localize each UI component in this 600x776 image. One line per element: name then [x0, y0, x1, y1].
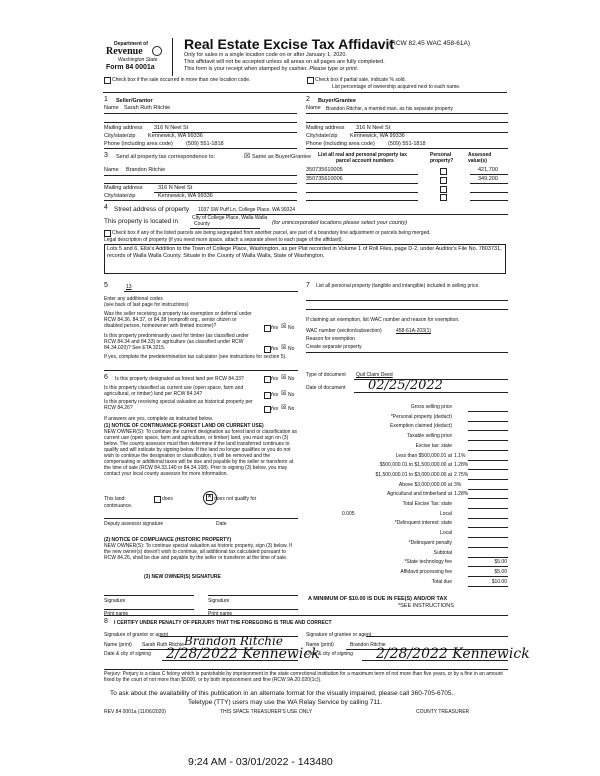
buyer-phone[interactable]: (509) 551-1818 [388, 141, 426, 147]
grantee-date-label: Date & city of signing [306, 651, 353, 657]
parcel-line-4 [306, 200, 418, 201]
notice1-title: (1) NOTICE OF CONTINUANCE (FOREST LAND OR CURRENT USE) [104, 423, 264, 429]
treasurer-only-label: THIS SPACE TREASURER'S USE ONLY [220, 709, 313, 715]
parcel-line-3 [306, 192, 418, 193]
note-3 [184, 66, 358, 73]
note-2: This affidavit will not be accepted unless all areas on all pages are fully completed. [184, 59, 385, 65]
accessible-1: To ask about the availability of this publication in an alternate format for the visually impaired, please call 360-705-6705. [110, 690, 454, 697]
parcel-head-personal2: property? [430, 158, 454, 164]
seller-name[interactable]: Sarah Ruth Ritchie [124, 105, 171, 111]
seller-name-line [104, 113, 297, 114]
calc-row-line [468, 566, 508, 567]
calc-row-label: Gross selling price [410, 404, 452, 410]
footer-rule [104, 669, 508, 670]
sec6-q3-no-checkbox[interactable]: ☒ [281, 405, 287, 411]
sec5-code[interactable]: 13 [126, 284, 132, 290]
buyer-blank-line [306, 122, 508, 123]
calc-row-label: Taxable selling price [406, 433, 452, 440]
legal-description[interactable]: Lots 5 and 6, Ellis's Addition to the Town of College Place, Washington, as per Plat recorded in Volume 1 of Roll Files, page D-2, under Auditor's File No. 7803731, records of Walla Walla County. Situate in the County of Walla Walla, State of Washington. [104, 244, 506, 274]
calc-row-rate: 3% [454, 481, 462, 488]
new-owner-sig-label: (3) NEW OWNER(S) SIGNATURE [144, 574, 221, 580]
assessed-line-2 [470, 183, 508, 184]
sec6-num: 6 [104, 374, 108, 381]
corr-blank-line [104, 183, 297, 184]
accessible-2: Teletype (TTY) users may use the WA Relay Service by calling 711. [188, 699, 382, 706]
header-divider [172, 38, 173, 76]
doc-type[interactable]: Quit Claim Deed [356, 372, 393, 378]
calc-row-line [468, 518, 508, 519]
buyer-phone-line [306, 148, 508, 149]
sec6-q1-yes: Yes [270, 376, 279, 382]
calc-row-line [468, 489, 508, 490]
parcel-head-parcel: parcel account numbers [336, 158, 394, 164]
personal-property-checkbox-3[interactable] [440, 186, 447, 193]
multi-location-checkbox[interactable] [104, 77, 111, 84]
note-3-text: This form is your receipt when stamped by cashier. [184, 66, 308, 72]
unincorp-note: (for unincorporated locations please select your county) [272, 220, 408, 226]
calc-row-label: $500,000.01 to $1,500,000.00 at [379, 462, 452, 469]
grantor-date-line [162, 660, 298, 661]
street-label: Street address of property [114, 206, 190, 213]
partial-sale-label: Check box if partial sale, indicate % sold. [315, 77, 406, 83]
sig2-label: Signature [208, 598, 230, 604]
sec6-q2-no: No [288, 392, 295, 398]
calc-row-line [468, 479, 508, 480]
located-city: City of College Place, Walla Walla [192, 215, 268, 221]
corr-name-line [104, 175, 297, 176]
recording-stamp: 9:24 AM - 03/01/2022 - 143480 [188, 756, 333, 768]
grantee-print[interactable]: Brandon Ritchie [350, 642, 386, 648]
located-line [190, 228, 260, 229]
sec5-num: 5 [104, 282, 108, 289]
calc-row-label: $1,500,000.01 to $3,000,000.00 at [375, 471, 452, 478]
calc-row-line [468, 576, 508, 577]
calc-row-label: *State technology fee [404, 559, 452, 566]
doc-type-label: Type of document [306, 372, 346, 378]
calc-row-rate: 1.28% [454, 491, 469, 498]
calc-row-line [468, 411, 508, 412]
partial-sale-checkbox[interactable] [307, 77, 314, 84]
buyer-name[interactable]: Brandon Ritchie, a married man, as his separate property [326, 106, 454, 112]
buyer-heading: Buyer/Grantee [318, 98, 356, 104]
buyer-mail-label: Mailing address [306, 125, 345, 131]
grantor-date-city[interactable]: 2/28/2022 Kennewick [166, 646, 320, 662]
seller-phone-label: Phone (including area code) [104, 141, 173, 147]
sec7-line-1 [306, 300, 508, 301]
grantee-sig-label: Signature of grantee or agent [306, 632, 372, 638]
buyer-num: 2 [306, 96, 310, 103]
certify-text: I CERTIFY UNDER PENALTY OF PERJURY THAT THE FOREGOING IS TRUE AND CORRECT [114, 620, 332, 626]
grantor-sig-label: Signature of grantor or agent [104, 632, 168, 638]
sec7-line-3 [306, 352, 508, 353]
calc-row-line [468, 430, 508, 431]
print1-label: Print name [104, 611, 129, 617]
seller-num: 1 [104, 96, 108, 103]
sec8-num: 8 [104, 618, 108, 625]
buyer-city[interactable]: Kennewick, WA 99336 [350, 133, 405, 139]
note-3b-text: Please type or print. [309, 66, 359, 72]
buyer-name-label: Name [306, 105, 321, 111]
calc-row-label: Local [440, 530, 452, 537]
calc-row-label: Total Excise Tax: state [402, 501, 452, 507]
calc-row-value[interactable]: $5.00 [494, 568, 507, 575]
corr-name[interactable]: Brandon Ritchie [126, 167, 166, 173]
sec6-q2: Is this property classified as current use (open space, farm and agricultural, or timber) land per RCW 84.34? [104, 385, 244, 397]
corr-city-label: City/state/zip [104, 193, 136, 199]
calc-row-line [468, 527, 508, 528]
deputy-line [104, 518, 298, 519]
sec7-text: List all personal property (tangible and intangible) included in selling price. [316, 283, 480, 289]
calc-row-label: 0.005 [342, 510, 355, 517]
calc-row-value[interactable]: Local [440, 510, 452, 517]
parcel-head-assessed: Assessed [468, 152, 492, 158]
pct-ownership-label: List percentage of ownership acquired next to each name. [332, 84, 461, 90]
sig1-line [104, 595, 194, 596]
print2-label: Print name [208, 611, 233, 617]
sec8-top-rule [104, 615, 508, 616]
form-title: Real Estate Excise Tax Affidavit [184, 36, 395, 52]
sec7-line-2 [306, 309, 508, 310]
continuance-label: continuance. [104, 503, 133, 509]
personal-property-checkbox-2[interactable] [440, 177, 447, 184]
calc-row-line [468, 450, 508, 451]
assessed-line-4 [470, 200, 508, 201]
note-1: Only for sales in a single location code on or after January 1, 2020. [184, 52, 347, 58]
sec5-q1-no: No [288, 325, 295, 331]
parcel-head-personal: Personal [430, 152, 452, 158]
segregated-label: Check box if any of the listed parcels are being segregated from another parcel, are part of a boundary line adjustment or parcels being merged. [112, 230, 431, 236]
doc-date-label: Date of document [306, 385, 346, 391]
assessed-value-1[interactable]: 421,700 [478, 167, 498, 173]
corr-city[interactable]: Kennewick, WA 99336 [158, 193, 213, 199]
located-select[interactable]: County [194, 221, 210, 227]
grantee-date-city[interactable]: 2/28/2022 Kennewick [376, 646, 530, 662]
does-checkbox[interactable] [154, 496, 161, 503]
calc-row-line [468, 421, 508, 422]
see-instructions: *SEE INSTRUCTIONS [398, 603, 454, 609]
sec6-q3-yes: Yes [270, 406, 279, 412]
parcel-number-1[interactable]: 350735610005 [306, 167, 343, 173]
calc-row-rate: 2.75% [454, 471, 469, 478]
calc-row-label: Above $3,000,000.00 at [398, 481, 452, 488]
calc-row-label: Total due [431, 578, 452, 585]
corr-mail-label: Mailing address [104, 185, 143, 191]
reason-label: Reason for exemption [306, 336, 355, 342]
calc-row-line [468, 440, 508, 441]
corr-same-checkbox[interactable]: ☒ [244, 153, 251, 160]
location-num: 4 [104, 204, 108, 211]
calc-row-label: Agricultural and timberland at [386, 491, 452, 498]
calc-row-label: Exemption claimed (deduct) [390, 423, 452, 430]
sec5-q1-yes: Yes [270, 325, 279, 331]
corr-name-label: Name [104, 167, 119, 173]
wac-label: WAC number (section/subsection) [306, 328, 382, 334]
calc-row-label: Affidavit processing fee [400, 568, 452, 575]
seller-city[interactable]: Kennewick, WA 99336 [148, 133, 203, 139]
parcel-line-2 [306, 183, 418, 184]
dept-line2: Revenue [106, 46, 143, 57]
grantor-print-label: Name (print) [104, 642, 132, 648]
sec6-q3: Is this property receiving special valuation as historical property per RCW 84.26? [104, 399, 253, 411]
sec5-q3: If yes, complete the predetermination tax calculator (see instructions for section 5). [104, 354, 287, 360]
does-label: does [162, 496, 173, 502]
calc-row-line [468, 537, 508, 538]
calc-row-value[interactable]: $10.00 [491, 578, 507, 585]
grantor-handwriting: Brandon Ritchie [184, 634, 283, 648]
sig2-line [208, 595, 298, 596]
doc-date-line [354, 392, 508, 393]
grantee-sig-line [366, 636, 508, 637]
sig1-label: Signature [104, 598, 126, 604]
parcel-head-assessed2: value(s) [468, 158, 487, 164]
seller-name-label: Name [104, 105, 119, 111]
calc-row-line [468, 469, 508, 470]
sec6-q2-no-checkbox[interactable]: ☒ [281, 391, 287, 397]
sec6-top-rule [104, 370, 298, 371]
sec6-q1: Is this property designated as forest land per RCW 84.33? [115, 376, 244, 382]
calc-row-line [468, 498, 508, 499]
does-not-label: does not qualify for [214, 496, 257, 502]
multi-location-label: Check box if the sale occurred in more than one location code. [112, 77, 251, 83]
revenue-logo [104, 40, 168, 74]
seller-blank-line [104, 122, 297, 123]
seller-mail[interactable]: 316 N Neel St [154, 125, 189, 131]
print2-line [208, 609, 298, 610]
seller-mail-label: Mailing address [104, 125, 143, 131]
form-citation: (RCW 82.45 WAC 458-61A) [389, 40, 471, 47]
notice2-body: NEW OWNER(S): To continue special valuation as historic property, sign (3) below. If the new owner(s) doesn't wish to continue, all additional tax calculated pursuant to RCW 84.26, shall be due and payable by the seller or transferor at the time of sale. [104, 543, 292, 561]
calc-row-label: *Personal property (deduct) [390, 413, 452, 420]
corr-label: Send all property tax correspondence to: [116, 154, 216, 160]
sec5-see-back: (see back of last page for instructions) [104, 302, 189, 308]
dept-line1: Department of [114, 41, 148, 47]
grantor-print[interactable]: Sarah Ruth Ritchie [142, 642, 184, 648]
buyer-mail[interactable]: 316 N Neel St [356, 125, 391, 131]
this-land-label: This land: [104, 496, 126, 502]
doc-date[interactable]: 02/25/2022 [368, 378, 443, 393]
exemption-label: If claiming an exemption, list WAC number and reason for exemption. [306, 317, 460, 323]
calc-row-value[interactable]: $5.00 [494, 559, 507, 566]
sec6-q2-yes: Yes [270, 392, 279, 398]
county-treasurer-label: COUNTY TREASURER [416, 709, 470, 715]
seller-heading: Seller/Grantor [116, 98, 153, 104]
buyer-city-label: City/state/zip [306, 133, 338, 139]
calc-row-line [468, 547, 508, 548]
sec5-q2-no-checkbox[interactable]: ☒ [281, 345, 287, 351]
rev-label: REV 84 0001a (11/06/2020) [104, 709, 166, 715]
sec5-q1-no-checkbox[interactable]: ☒ [281, 324, 287, 330]
sec5-code-line [124, 291, 298, 292]
grantee-date-line [362, 660, 508, 661]
assessed-line-1 [470, 174, 508, 175]
corr-city-line [104, 200, 297, 201]
sec5-q2-no: No [288, 346, 295, 352]
sec6-q3-no: No [288, 406, 295, 412]
calc-row-label: *Delinquent interest: state [394, 520, 452, 527]
assessed-value-2[interactable]: 349,200 [478, 176, 498, 182]
legal-label: Legal description of property (if you need more space, attach a separate sheet to each page of the affidavit). [104, 237, 343, 243]
sec5-enter-codes: Enter any additional codes [104, 296, 163, 302]
sec5-q2-yes: Yes [270, 346, 279, 352]
calc-row-rate: 1.1% [454, 452, 466, 459]
deputy-date-label: Date [216, 521, 227, 527]
sec5-q1: Was the seller receiving a property tax exemption or deferral under RCW 84.36, 84.37, or 84.38 (nonprofit org., senior citizen or disabled person, homeowner with limited income)? [104, 311, 252, 329]
sec5-q2: Is this property predominantly used for timber (as classified under RCW 84.34 and 84.33) or agriculture (as classified under RCW 84.34.020)? See ETA 3215. [104, 333, 249, 351]
calc-row-label: *Delinquent penalty [408, 539, 452, 546]
segregated-checkbox[interactable] [104, 230, 111, 237]
notice2-title: (2) NOTICE OF COMPLIANCE (HISTORIC PROPERTY) [104, 537, 232, 543]
calc-row-line [468, 557, 508, 558]
sec6-answer-note: If answers are yes, complete as instructed below. [104, 416, 213, 422]
seller-city-label: City/state/zip [104, 133, 136, 139]
buyer-phone-label: Phone (including area code) [306, 141, 375, 147]
wa-seal-icon [152, 46, 162, 56]
reason-value[interactable]: Create separate property [306, 344, 362, 350]
sec7-num: 7 [306, 282, 310, 289]
seller-phone[interactable]: (509) 551-1818 [186, 141, 224, 147]
parcel-head-list: List all real and personal property tax [318, 152, 407, 158]
calc-row-label: Subtotal [433, 549, 452, 556]
corr-same-label: Same as Buyer/Grantee [252, 154, 312, 160]
calc-row-rate: 1.28% [454, 462, 469, 469]
calc-row-line [468, 586, 508, 587]
perjury-text: Perjury: Perjury is a class C felony which is punishable by imprisonment in the state correctional institution for a maximum term of not more than five years, or by a fine in an amount fixed by the court of not more than $5000, or by both imprisonment and fine (RCW 9A.20.020(1c)). [104, 671, 503, 683]
notice1-body: NEW OWNER(S): To continue the current designation as forest land or classification as current use (open space, farm and agriculture, or timber) land, you must sign on (3) below. The county assessor must then determine if the land transferred continues to qualify and will indicate by signing below. If the land no longer qualifies or you do not wish to continue the designation or classification, it will be removed and the compensating or additional taxes will be due and payable by the seller or transferor at the time of sale (RCW 84.33.140 or 84.34.108). Prior to signing (3) below, you may contact your local county assessor for more information. [104, 429, 298, 477]
seller-phone-line [104, 148, 297, 149]
rule-top [103, 92, 507, 93]
form-number: Form 84 0001a [106, 64, 155, 71]
corr-mail[interactable]: 316 N Neel St [158, 185, 193, 191]
parcel-line-1 [306, 174, 418, 175]
personal-property-checkbox-1[interactable] [440, 168, 447, 175]
dept-line3: Washington State [118, 57, 158, 63]
street-address[interactable]: 1037 SW Puff Ln, College Place, WA 99324 [198, 207, 296, 213]
located-label: This property is located in [104, 218, 179, 225]
deputy-label: Deputy assessor signature [104, 521, 164, 527]
buyer-name-line [306, 113, 508, 114]
personal-property-checkbox-4[interactable] [440, 194, 447, 201]
assessed-line-3 [470, 192, 508, 193]
parcel-number-2[interactable]: 350735610006 [306, 176, 343, 182]
wac-number[interactable]: 458-61A-203(1) [396, 328, 432, 334]
minimum-note: A MINIMUM OF $10.00 IS DUE IN FEE(S) AND/OR TAX [308, 596, 448, 602]
calc-row-label: Excise tax: state [415, 442, 452, 449]
calc-row-label: Less than $500,000.01 at [395, 452, 452, 459]
does-not-checkbox[interactable]: × [207, 494, 212, 500]
calc-row-line [468, 460, 508, 461]
calc-row-line [468, 508, 508, 509]
sec6-q1-no: No [288, 376, 295, 382]
sec6-q1-no-checkbox[interactable]: ☒ [281, 375, 287, 381]
grantor-date-label: Date & city of signing [104, 651, 151, 657]
print1-line [104, 609, 194, 610]
corr-num: 3 [104, 152, 108, 159]
grantee-print-label: Name (print) [306, 642, 334, 648]
